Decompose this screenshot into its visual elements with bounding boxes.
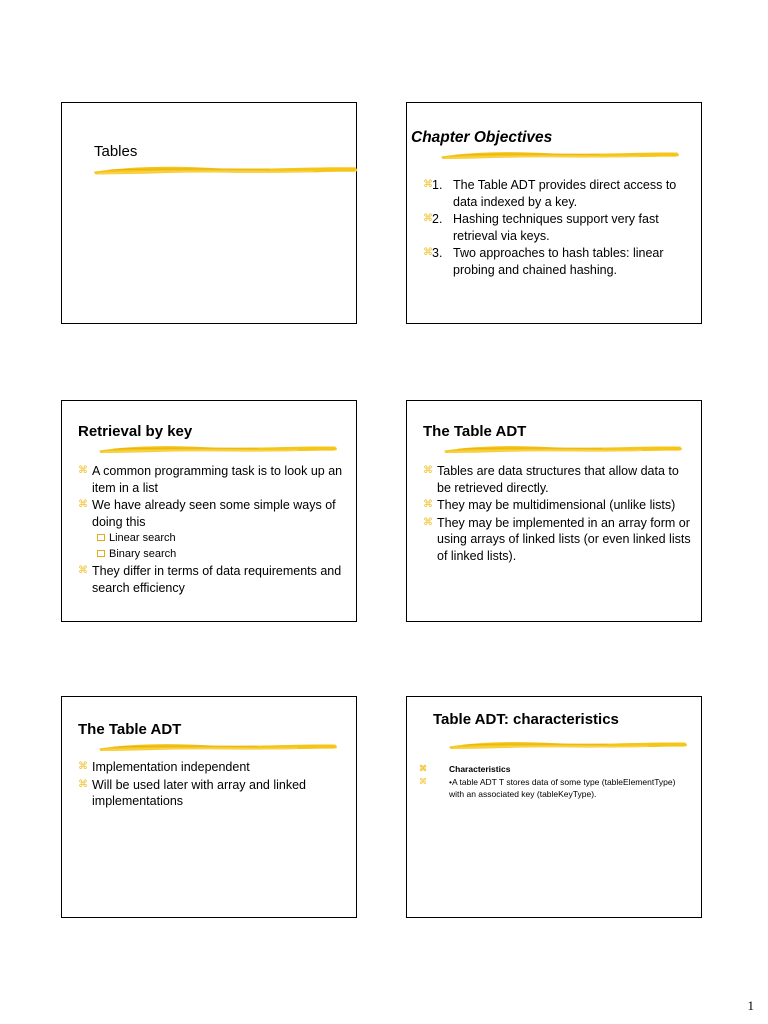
command-key-icon: ⌘ [423, 465, 433, 476]
title-underline-brush [421, 441, 704, 457]
bullet-list [78, 759, 346, 810]
list-item: ⌘ We have already seen some simple ways of doing this [78, 498, 336, 529]
list-item: ⌘ Characteristics [419, 764, 511, 774]
list-item: ⌘ They may be multidimensional (unlike lists) [423, 498, 676, 512]
command-key-icon: ⌘ [78, 565, 88, 576]
checkbox-bullet-icon [97, 550, 105, 557]
slide-1 [61, 102, 357, 324]
list-item: ⌘ •A table ADT T stores data of some type (tableElementType) with an associated key (tableKeyType). [419, 777, 676, 799]
list-item: ⌘ 1. The Table ADT provides direct access to data indexed by a key. [423, 178, 677, 209]
title-underline-brush [411, 147, 708, 163]
bullet-list [78, 463, 346, 596]
command-key-icon: ⌘ [78, 778, 88, 790]
slide-title: Retrieval by key [78, 423, 193, 440]
list-item: ⌘ Tables are data structures that allow data to be retrieved directly. [423, 464, 679, 495]
list-item: ⌘ 3. Two approaches to hash tables: linear probing and chained hashing. [423, 246, 664, 277]
slide-2 [406, 102, 702, 324]
slide-title: Tables [94, 143, 138, 160]
command-key-icon: ⌘ [419, 777, 427, 786]
command-key-icon: ⌘ [423, 499, 433, 510]
slide-5 [61, 696, 357, 918]
command-key-icon: ⌘ [423, 213, 433, 224]
command-key-icon: ⌘ [78, 499, 88, 510]
sub-list-item: Binary search [78, 546, 346, 562]
title-underline-brush [76, 739, 359, 755]
list-item: ⌘ 2. Hashing techniques support very fast retrieval via keys. [423, 212, 659, 243]
list-item: ⌘ They differ in terms of data requirements and search efficiency [78, 564, 342, 595]
command-key-icon: ⌘ [423, 516, 433, 528]
list-item: ⌘ They may be implemented in an array form or using arrays of linked lists (or even linked lists of linked lists). [423, 515, 691, 563]
title-underline-brush [76, 441, 359, 457]
command-key-icon: ⌘ [78, 465, 88, 476]
list-item: ⌘ Will be used later with array and linked implementations [78, 777, 306, 808]
slide-title: The Table ADT [423, 423, 527, 440]
objectives-list [423, 177, 703, 278]
sub-list-item: Linear search [78, 530, 346, 546]
command-key-icon: ⌘ [419, 764, 427, 773]
command-key-icon: ⌘ [423, 247, 433, 258]
title-underline-brush [431, 737, 704, 753]
list-item: ⌘ Implementation independent [78, 760, 250, 774]
slide-title: The Table ADT [78, 721, 182, 738]
list-item: ⌘ A common programming task is to look up an item in a list [78, 464, 343, 495]
command-key-icon: ⌘ [78, 761, 88, 772]
slide-title: Chapter Objectives [411, 129, 553, 146]
bullet-list [419, 763, 689, 800]
slide-3 [61, 400, 357, 622]
command-key-icon: ⌘ [423, 179, 433, 190]
slide-title: Table ADT: characteristics [433, 711, 619, 728]
slide-4 [406, 400, 702, 622]
title-underline-brush [92, 161, 358, 179]
slide-6 [406, 696, 702, 918]
page-number: 1 [747, 998, 754, 1013]
checkbox-bullet-icon [97, 534, 105, 541]
bullet-list [423, 463, 693, 564]
